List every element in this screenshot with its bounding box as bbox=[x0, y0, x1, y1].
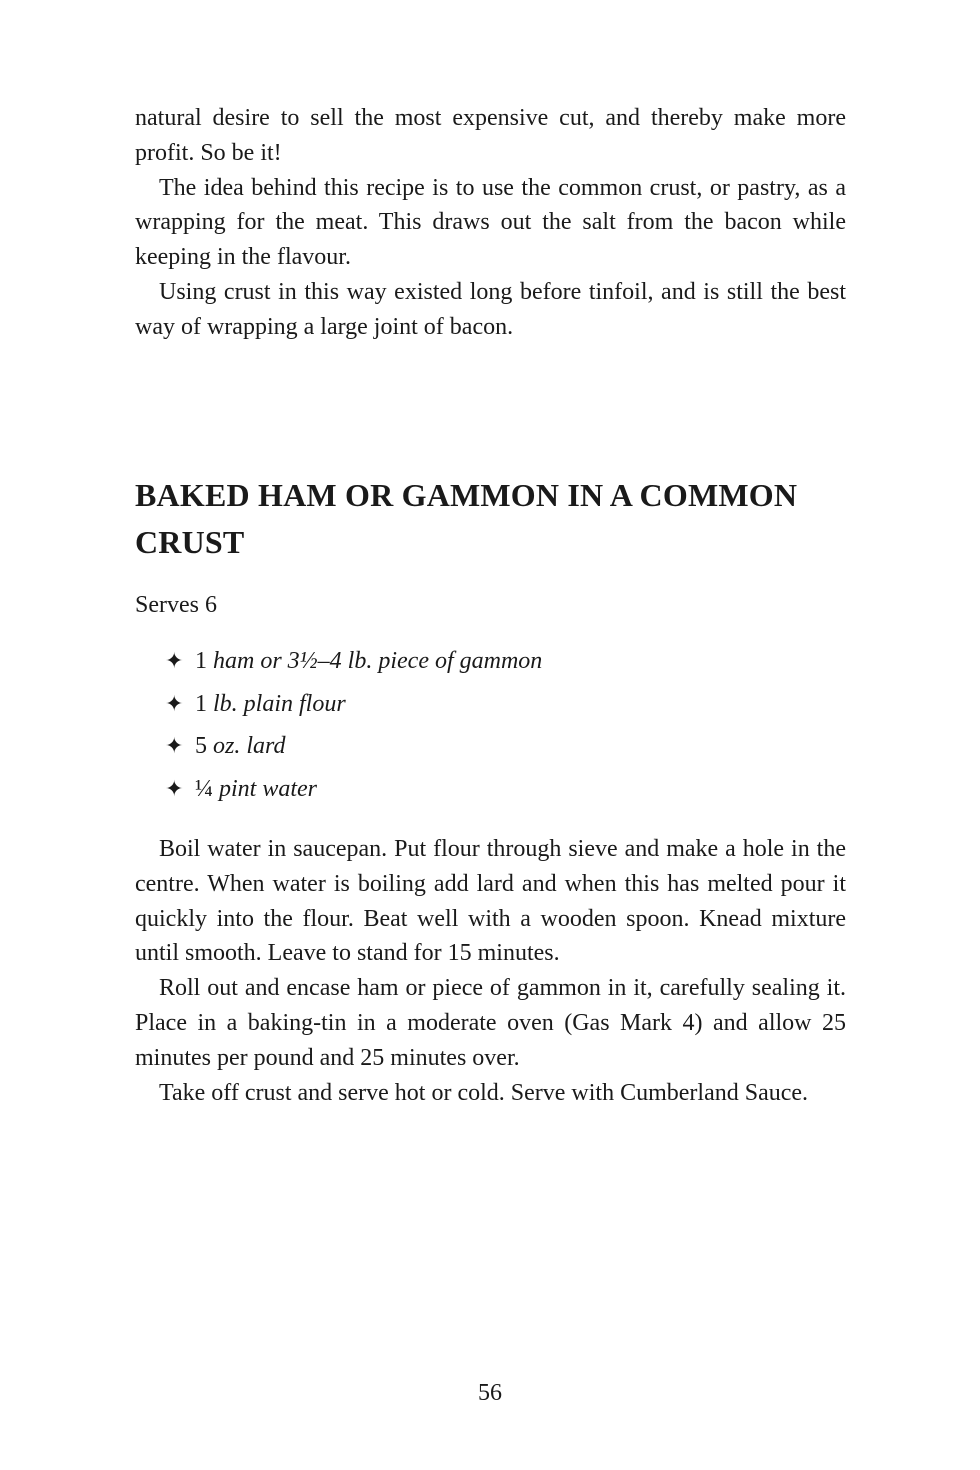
intro-text bbox=[135, 101, 846, 345]
intro-paragraph: natural desire to sell the most expensive cut, and thereby make more profit. So be it! bbox=[135, 105, 846, 166]
ingredient-name: ham or 3½–4 lb. piece of gammon bbox=[213, 648, 543, 674]
recipe-title: BAKED HAM OR GAMMON IN A COMMON CRUST bbox=[135, 477, 798, 560]
ingredient-name: pint water bbox=[219, 775, 318, 802]
method-paragraph: Roll out and encase ham or piece of gammon in it, carefully sealing it. Place in a baking-tin in a moderate oven (Gas Mark 4) and allow 25 minutes per pound and 25 minutes over. bbox=[135, 975, 846, 1071]
ingredient-name: oz. lard bbox=[213, 733, 286, 759]
list-item bbox=[165, 683, 542, 726]
method-paragraph: Boil water in saucepan. Put flour through sieve and make a hole in the centre. When water is boiling add lard and when this has melted pour it quickly into the flour. Beat well with a wooden spoon. Knead mixture until smooth. Leave to stand for 15 minutes. bbox=[135, 836, 846, 967]
ingredient-quantity: 5 bbox=[195, 733, 207, 759]
serves-label: Serves 6 bbox=[135, 592, 217, 618]
intro-paragraph: The idea behind this recipe is to use the common crust, or pastry, as a wrapping for the meat. This draws out the salt from the bacon while keeping in the flavour. bbox=[135, 174, 846, 271]
page-number: 56 bbox=[478, 1380, 502, 1406]
method-text bbox=[135, 832, 846, 1110]
intro-paragraph: Using crust in this way existed long before tinfoil, and is still the best way of wrapping a large joint of bacon. bbox=[135, 278, 846, 340]
star-bullet-icon: ✦ bbox=[165, 775, 184, 801]
ingredient-quantity: ¼ bbox=[195, 775, 213, 802]
list-item bbox=[165, 640, 542, 683]
method-paragraph: Take off crust and serve hot or cold. Serve with Cumberland Sauce. bbox=[159, 1079, 809, 1106]
ingredient-quantity: 1 bbox=[195, 690, 207, 717]
list-item bbox=[165, 725, 542, 768]
star-bullet-icon: ✦ bbox=[165, 648, 184, 673]
list-item bbox=[165, 768, 542, 811]
star-bullet-icon: ✦ bbox=[165, 690, 184, 716]
star-bullet-icon: ✦ bbox=[165, 733, 184, 758]
ingredient-quantity: 1 bbox=[195, 648, 207, 674]
ingredient-name: lb. plain flour bbox=[213, 690, 346, 717]
ingredient-list bbox=[165, 640, 542, 810]
